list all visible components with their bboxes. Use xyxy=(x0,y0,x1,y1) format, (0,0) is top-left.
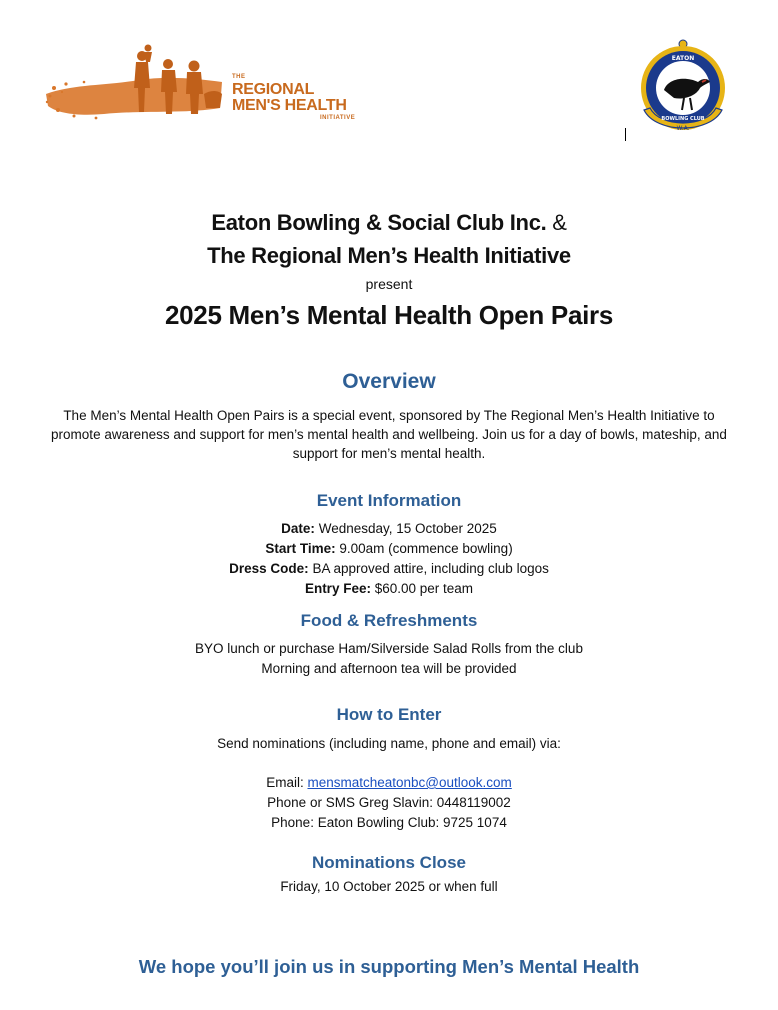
rmhi-figures-graphic xyxy=(44,44,234,128)
club-badge xyxy=(636,38,730,138)
club-badge-top: EATON xyxy=(671,55,695,62)
overview-text: The Men’s Mental Health Open Pairs is a special event, sponsored by The Regional Men’s Health Initiative to promote awareness and support for men’s mental health and wellbeing. Join us for a day of bowls, mateship, and support for men’s mental health. xyxy=(51,408,727,461)
club-badge-ring: BOWLING CLUB xyxy=(661,116,705,122)
club-badge-graphic xyxy=(636,38,730,138)
event-info-entry-fee: Entry Fee: $60.00 per team xyxy=(304,581,474,596)
rmhi-logo-line1: REGIONAL xyxy=(232,81,315,98)
enter-sms-line: Phone or SMS Greg Slavin: 0448119002 xyxy=(267,795,511,810)
ampersand: & xyxy=(552,210,567,235)
event-info-date: Date: Wednesday, 15 October 2025 xyxy=(281,521,497,536)
org1-name: Eaton Bowling & Social Club Inc. xyxy=(211,210,547,235)
event-info-dress-code: Dress Code: BA approved attire, including club logos xyxy=(229,561,549,576)
title-line1 xyxy=(0,210,778,236)
how-to-enter-heading: How to Enter xyxy=(336,705,442,724)
nominations-close-text: Friday, 10 October 2025 or when full xyxy=(280,879,498,894)
overview-heading: Overview xyxy=(342,370,436,393)
rmhi-logo-line3: INITIATIVE xyxy=(320,115,356,121)
present-text: present xyxy=(365,276,413,292)
rmhi-logo xyxy=(44,44,364,128)
enter-phone-line: Phone: Eaton Bowling Club: 9725 1074 xyxy=(271,815,507,830)
closing-line: We hope you’ll join us in supporting Men’s Mental Health xyxy=(138,956,640,977)
text-cursor xyxy=(625,128,626,141)
email-label: Email: xyxy=(266,775,304,790)
rmhi-logo-line2: MEN'S HEALTH xyxy=(232,97,347,114)
enter-email-line xyxy=(0,773,778,793)
event-title: 2025 Men’s Mental Health Open Pairs xyxy=(164,300,614,330)
email-link[interactable]: mensmatcheatonbc@outlook.com xyxy=(307,775,512,790)
org2-name: The Regional Men’s Health Initiative xyxy=(207,243,571,268)
event-info-start-time: Start Time: 9.00am (commence bowling) xyxy=(265,541,513,556)
food-line-1: BYO lunch or purchase Ham/Silverside Salad Rolls from the club xyxy=(195,641,583,656)
rmhi-logo-the: THE xyxy=(232,74,246,80)
food-lines xyxy=(0,639,778,679)
enter-intro: Send nominations (including name, phone and email) via: xyxy=(217,736,561,751)
club-badge-wa: W.A. xyxy=(676,125,690,132)
nominations-close-heading: Nominations Close xyxy=(312,853,466,872)
event-info-heading: Event Information xyxy=(316,491,462,510)
how-to-enter-lines xyxy=(0,734,778,833)
food-line-2: Morning and afternoon tea will be provided xyxy=(261,661,517,676)
event-info-list xyxy=(0,519,778,599)
food-heading: Food & Refreshments xyxy=(300,611,478,630)
